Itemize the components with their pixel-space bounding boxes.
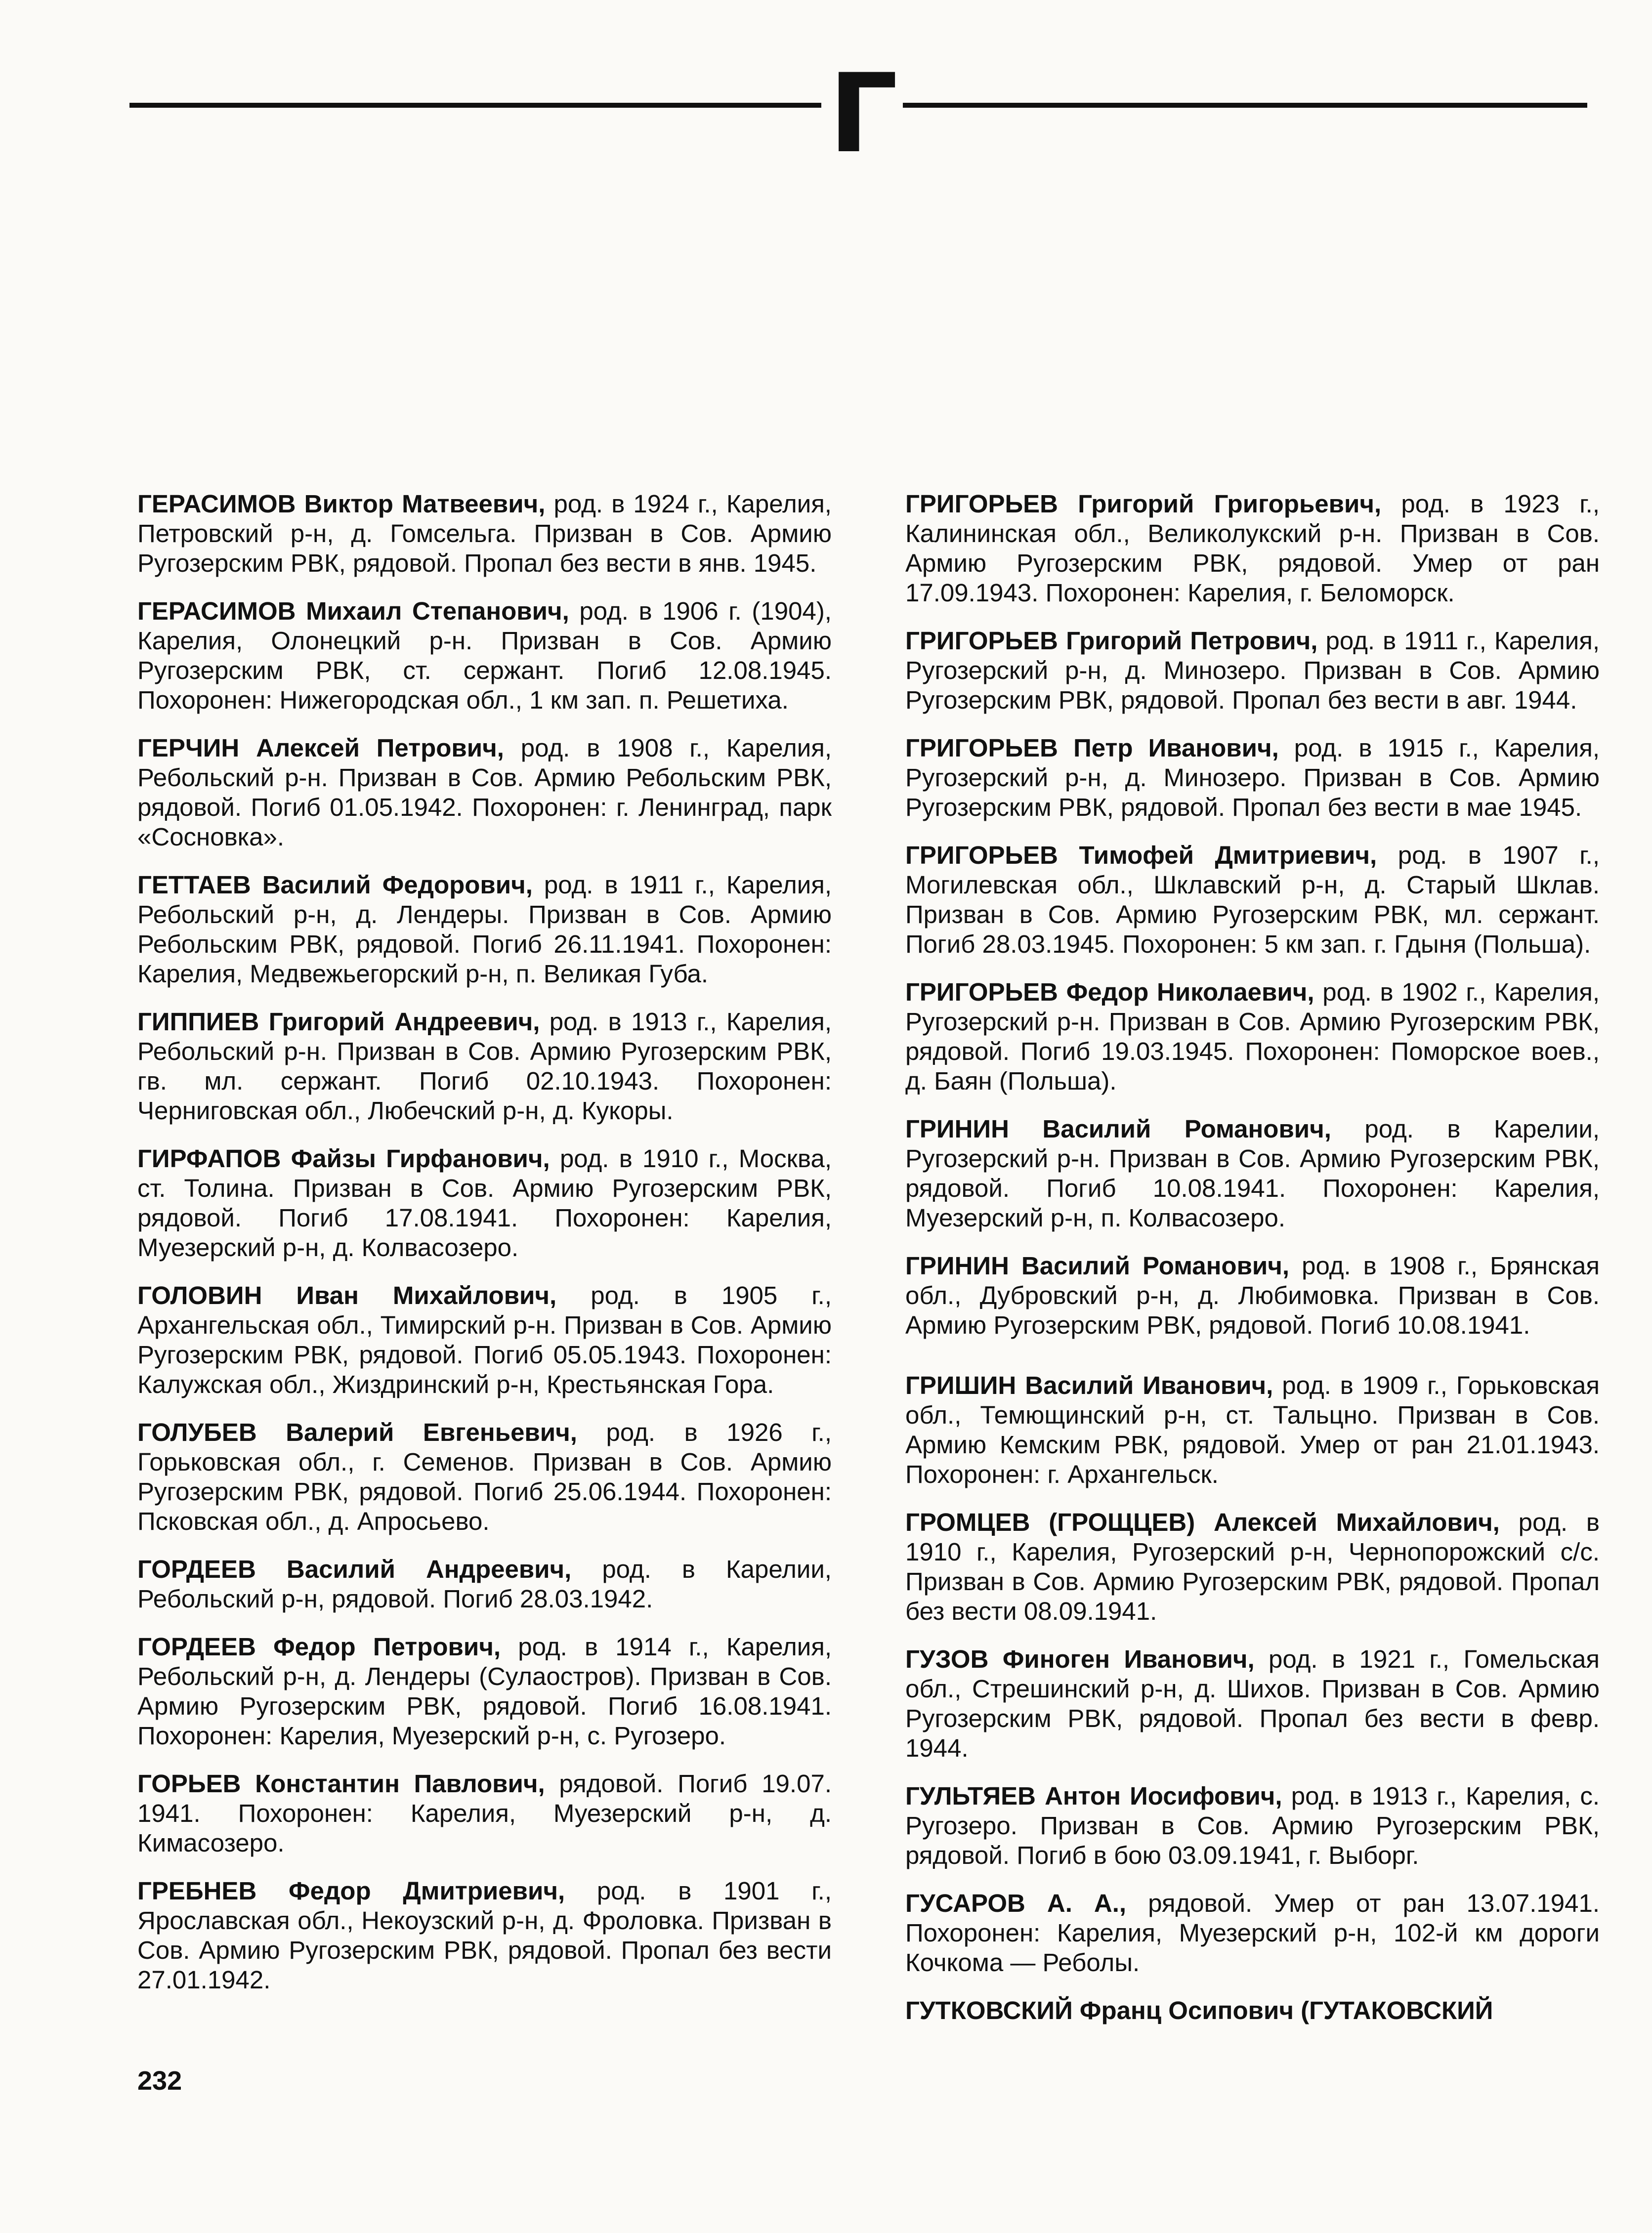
entry-text: род. в 1902 г., Карелия, Ругозерский р-н. Призван в Сов. Армию Ругозерским РВК, рядовой. Погиб 19.03.1945. Похоронен: Поморское воев., д. Баян (Польша). [905, 978, 1600, 1095]
left-column [137, 489, 832, 2013]
entry-name: ГОРДЕЕВ Василий Андреевич, [137, 1555, 572, 1583]
entry-name: ГРОМЦЕВ (ГРОЩЦЕВ) Алексей Михайлович, [905, 1508, 1500, 1536]
entry-text: род. в 1911 г., Карелия, Ребольский р-н, д. Лендеры. Призван в Сов. Армию Ребольским РВК, рядовой. Погиб 26.11.1941. Похоронен: Карелия, Медвежьегорский р-н, п. Великая Губа. [137, 871, 832, 988]
entry [137, 1632, 832, 1751]
entry [137, 870, 832, 989]
entry-text: род. в Карелии, Ребольский р-н, рядовой. Погиб 28.03.1942. [137, 1555, 832, 1613]
entry-text: род. в 1901 г., Ярославская обл., Некоузский р-н, д. Фроловка. Призван в Сов. Армию Ругозерским РВК, рядовой. Пропал без вести 27.01.1942. [137, 1877, 832, 1994]
entry [905, 1114, 1600, 1233]
entry-text: род. в 1908 г., Брянская обл., Дубровский р-н, д. Любимовка. Призван в Сов. Армию Ругозерским РВК, рядовой. Погиб 10.08.1941. [905, 1252, 1600, 1339]
entry-text: род. в 1926 г., Горьковская обл., г. Семенов. Призван в Сов. Армию Ругозерским РВК, рядовой. Погиб 25.06.1944. Похоронен: Псковская обл., д. Апросьево. [137, 1418, 832, 1535]
entry-text: род. в 1906 г. (1904), Карелия, Олонецкий р-н. Призван в Сов. Армию Ругозерским РВК, ст. сержант. Погиб 12.08.1945. Похоронен: Нижегородская обл., 1 км зап. п. Решетиха. [137, 597, 832, 714]
entry-name: ГРИШИН Василий Иванович, [905, 1371, 1273, 1399]
entry-text: род. в 1909 г., Горьковская обл., Темющинский р-н, ст. Тальцно. Призван в Сов. Армию Кемским РВК, рядовой. Умер от ран 21.01.1943. Похоронен: г. Архангельск. [905, 1371, 1600, 1488]
section-header [129, 50, 1587, 177]
entry [137, 596, 832, 715]
entry-name: ГРИГОРЬЕВ Федор Николаевич, [905, 978, 1314, 1006]
entry-text: род. в 1905 г., Архангельская обл., Тимирский р-н. Призван в Сов. Армию Ругозерским РВК, рядовой. Погиб 05.05.1943. Похоронен: Калужская обл., Жиздринский р-н, Крестьянская Гора. [137, 1281, 832, 1398]
entry-name: ГИРФАПОВ Файзы Гирфанович, [137, 1144, 550, 1173]
entry [905, 626, 1600, 715]
entry-name: ГОЛОВИН Иван Михайлович, [137, 1281, 557, 1309]
entry-text: род. в 1908 г., Карелия, Ребольский р-н. Призван в Сов. Армию Ребольским РВК, рядовой. Погиб 01.05.1942. Похоронен: г. Ленинград, парк «Сосновка». [137, 734, 832, 851]
entry-text: род. в 1914 г., Карелия, Ребольский р-н, д. Лендеры (Сулаостров). Призван в Сов. Армию Ругозерским РВК, рядовой. Погиб 16.08.1941. Похоронен: Карелия, Муезерский р-н, с. Ругозеро. [137, 1633, 832, 1750]
entry [137, 1007, 832, 1126]
entry-text: род. в Карелии, Ругозерский р-н. Призван в Сов. Армию Ругозерским РВК, рядовой. Погиб 10.08.1941. Похоронен: Карелия, Муезерский р-н, п. Колвасозеро. [905, 1115, 1600, 1232]
entry-text: род. в 1915 г., Карелия, Ругозерский р-н, д. Минозеро. Призван в Сов. Армию Ругозерским РВК, рядовой. Пропал без вести в мае 1945. [905, 734, 1600, 821]
header-rule-left [129, 103, 821, 108]
entry-text: род. в 1910 г., Карелия, Ругозерский р-н, Чернопорожский с/с. Призван в Сов. Армию Ругозерским РВК, рядовой. Пропал без вести 08.09.1941. [905, 1508, 1600, 1625]
entry [905, 733, 1600, 822]
entry-text: род. в 1910 г., Москва, ст. Толина. Призван в Сов. Армию Ругозерским РВК, рядовой. Погиб 17.08.1941. Похоронен: Карелия, Муезерский р-н, д. Колвасозеро. [137, 1144, 832, 1262]
entry-name: ГОРЬЕВ Константин Павлович, [137, 1770, 545, 1798]
entry-name: ГРЕБНЕВ Федор Дмитриевич, [137, 1877, 565, 1905]
page-number: 232 [137, 2066, 182, 2096]
entry-name: ГЕРЧИН Алексей Петрович, [137, 734, 504, 762]
entry-text: рядовой. Погиб 19.07. 1941. Похоронен: Карелия, Муезерский р-н, д. Кимасозеро. [137, 1770, 832, 1857]
entry-name: ГУТКОВСКИЙ Франц Осипович (ГУТАКОВСКИЙ [905, 1996, 1493, 2024]
entry [137, 1281, 832, 1399]
entry-name: ГУЗОВ Финоген Иванович, [905, 1645, 1255, 1673]
entry-name: ГЕТТАЕВ Василий Федорович, [137, 871, 533, 899]
entry [137, 1876, 832, 1995]
entry-name: ГЕРАСИМОВ Михаил Степанович, [137, 597, 569, 625]
entry [137, 1144, 832, 1263]
section-letter: Г [828, 50, 898, 177]
entry [137, 733, 832, 852]
entry-name: ГРИГОРЬЕВ Григорий Петрович, [905, 627, 1318, 655]
entry [905, 1371, 1600, 1489]
entry-text: род. в 1924 г., Карелия, Петровский р-н, д. Гомсельга. Призван в Сов. Армию Ругозерским РВК, рядовой. Пропал без вести в янв. 1945. [137, 490, 832, 577]
entry-name: ГРИНИН Василий Романович, [905, 1252, 1290, 1280]
entry-text: род. в 1913 г., Карелия, Ребольский р-н. Призван в Сов. Армию Ругозерским РВК, гв. мл. сержант. Погиб 02.10.1943. Похоронен: Черниговская обл., Любечский р-н, д. Кукоры. [137, 1008, 832, 1125]
entry-name: ГЕРАСИМОВ Виктор Матвеевич, [137, 490, 546, 518]
entry [905, 1781, 1600, 1870]
entry [905, 1508, 1600, 1626]
entry [905, 841, 1600, 959]
entry-text: рядовой. Умер от ран 13.07.1941. Похоронен: Карелия, Муезерский р-н, 102-й км дороги Кочкома — Реболы. [905, 1889, 1600, 1977]
entry [905, 489, 1600, 608]
entry [905, 977, 1600, 1096]
entry-name: ГОЛУБЕВ Валерий Евгеньевич, [137, 1418, 577, 1446]
entry-text: род. в 1921 г., Гомельская обл., Стрешинский р-н, д. Шихов. Призван в Сов. Армию Ругозерским РВК, рядовой. Пропал без вести в февр. 1944. [905, 1645, 1600, 1762]
entry-text: род. в 1907 г., Могилевская обл., Шклавский р-н, д. Старый Шклав. Призван в Сов. Армию Ругозерским РВК, мл. сержант. Погиб 28.03.1945. Похоронен: 5 км зап. г. Гдыня (Польша). [905, 841, 1600, 958]
entry-text: род. в 1911 г., Карелия, Ругозерский р-н, д. Минозеро. Призван в Сов. Армию Ругозерским РВК, рядовой. Пропал без вести в авг. 1944. [905, 627, 1600, 714]
entry [905, 1996, 1600, 2025]
entry [137, 1555, 832, 1614]
entry [905, 1251, 1600, 1340]
entry-name: ГРИГОРЬЕВ Тимофей Дмитриевич, [905, 841, 1377, 869]
entry-name: ГРИГОРЬЕВ Петр Иванович, [905, 734, 1279, 762]
entry-text: род. в 1913 г., Карелия, с. Ругозеро. Призван в Сов. Армию Ругозерским РВК, рядовой. Погиб в бою 03.09.1941, г. Выборг. [905, 1782, 1600, 1869]
entry [137, 1418, 832, 1536]
entry-name: ГОРДЕЕВ Федор Петрович, [137, 1633, 501, 1661]
entry [905, 1644, 1600, 1763]
entry [137, 1769, 832, 1858]
entry-name: ГРИНИН Василий Романович, [905, 1115, 1331, 1143]
right-column [905, 489, 1600, 2044]
header-rule-right [903, 103, 1587, 108]
entry-name: ГУСАРОВ А. А., [905, 1889, 1127, 1917]
entry-text: род. в 1923 г., Калининская обл., Великолукский р-н. Призван в Сов. Армию Ругозерским РВК, рядовой. Умер от ран 17.09.1943. Похоронен: Карелия, г. Беломорск. [905, 490, 1600, 607]
entry-name: ГИППИЕВ Григорий Андреевич, [137, 1008, 540, 1036]
entry [137, 489, 832, 578]
entry-name: ГРИГОРЬЕВ Григорий Григорьевич, [905, 490, 1382, 518]
entry-name: ГУЛЬТЯЕВ Антон Иосифович, [905, 1782, 1282, 1810]
entry [905, 1889, 1600, 1978]
